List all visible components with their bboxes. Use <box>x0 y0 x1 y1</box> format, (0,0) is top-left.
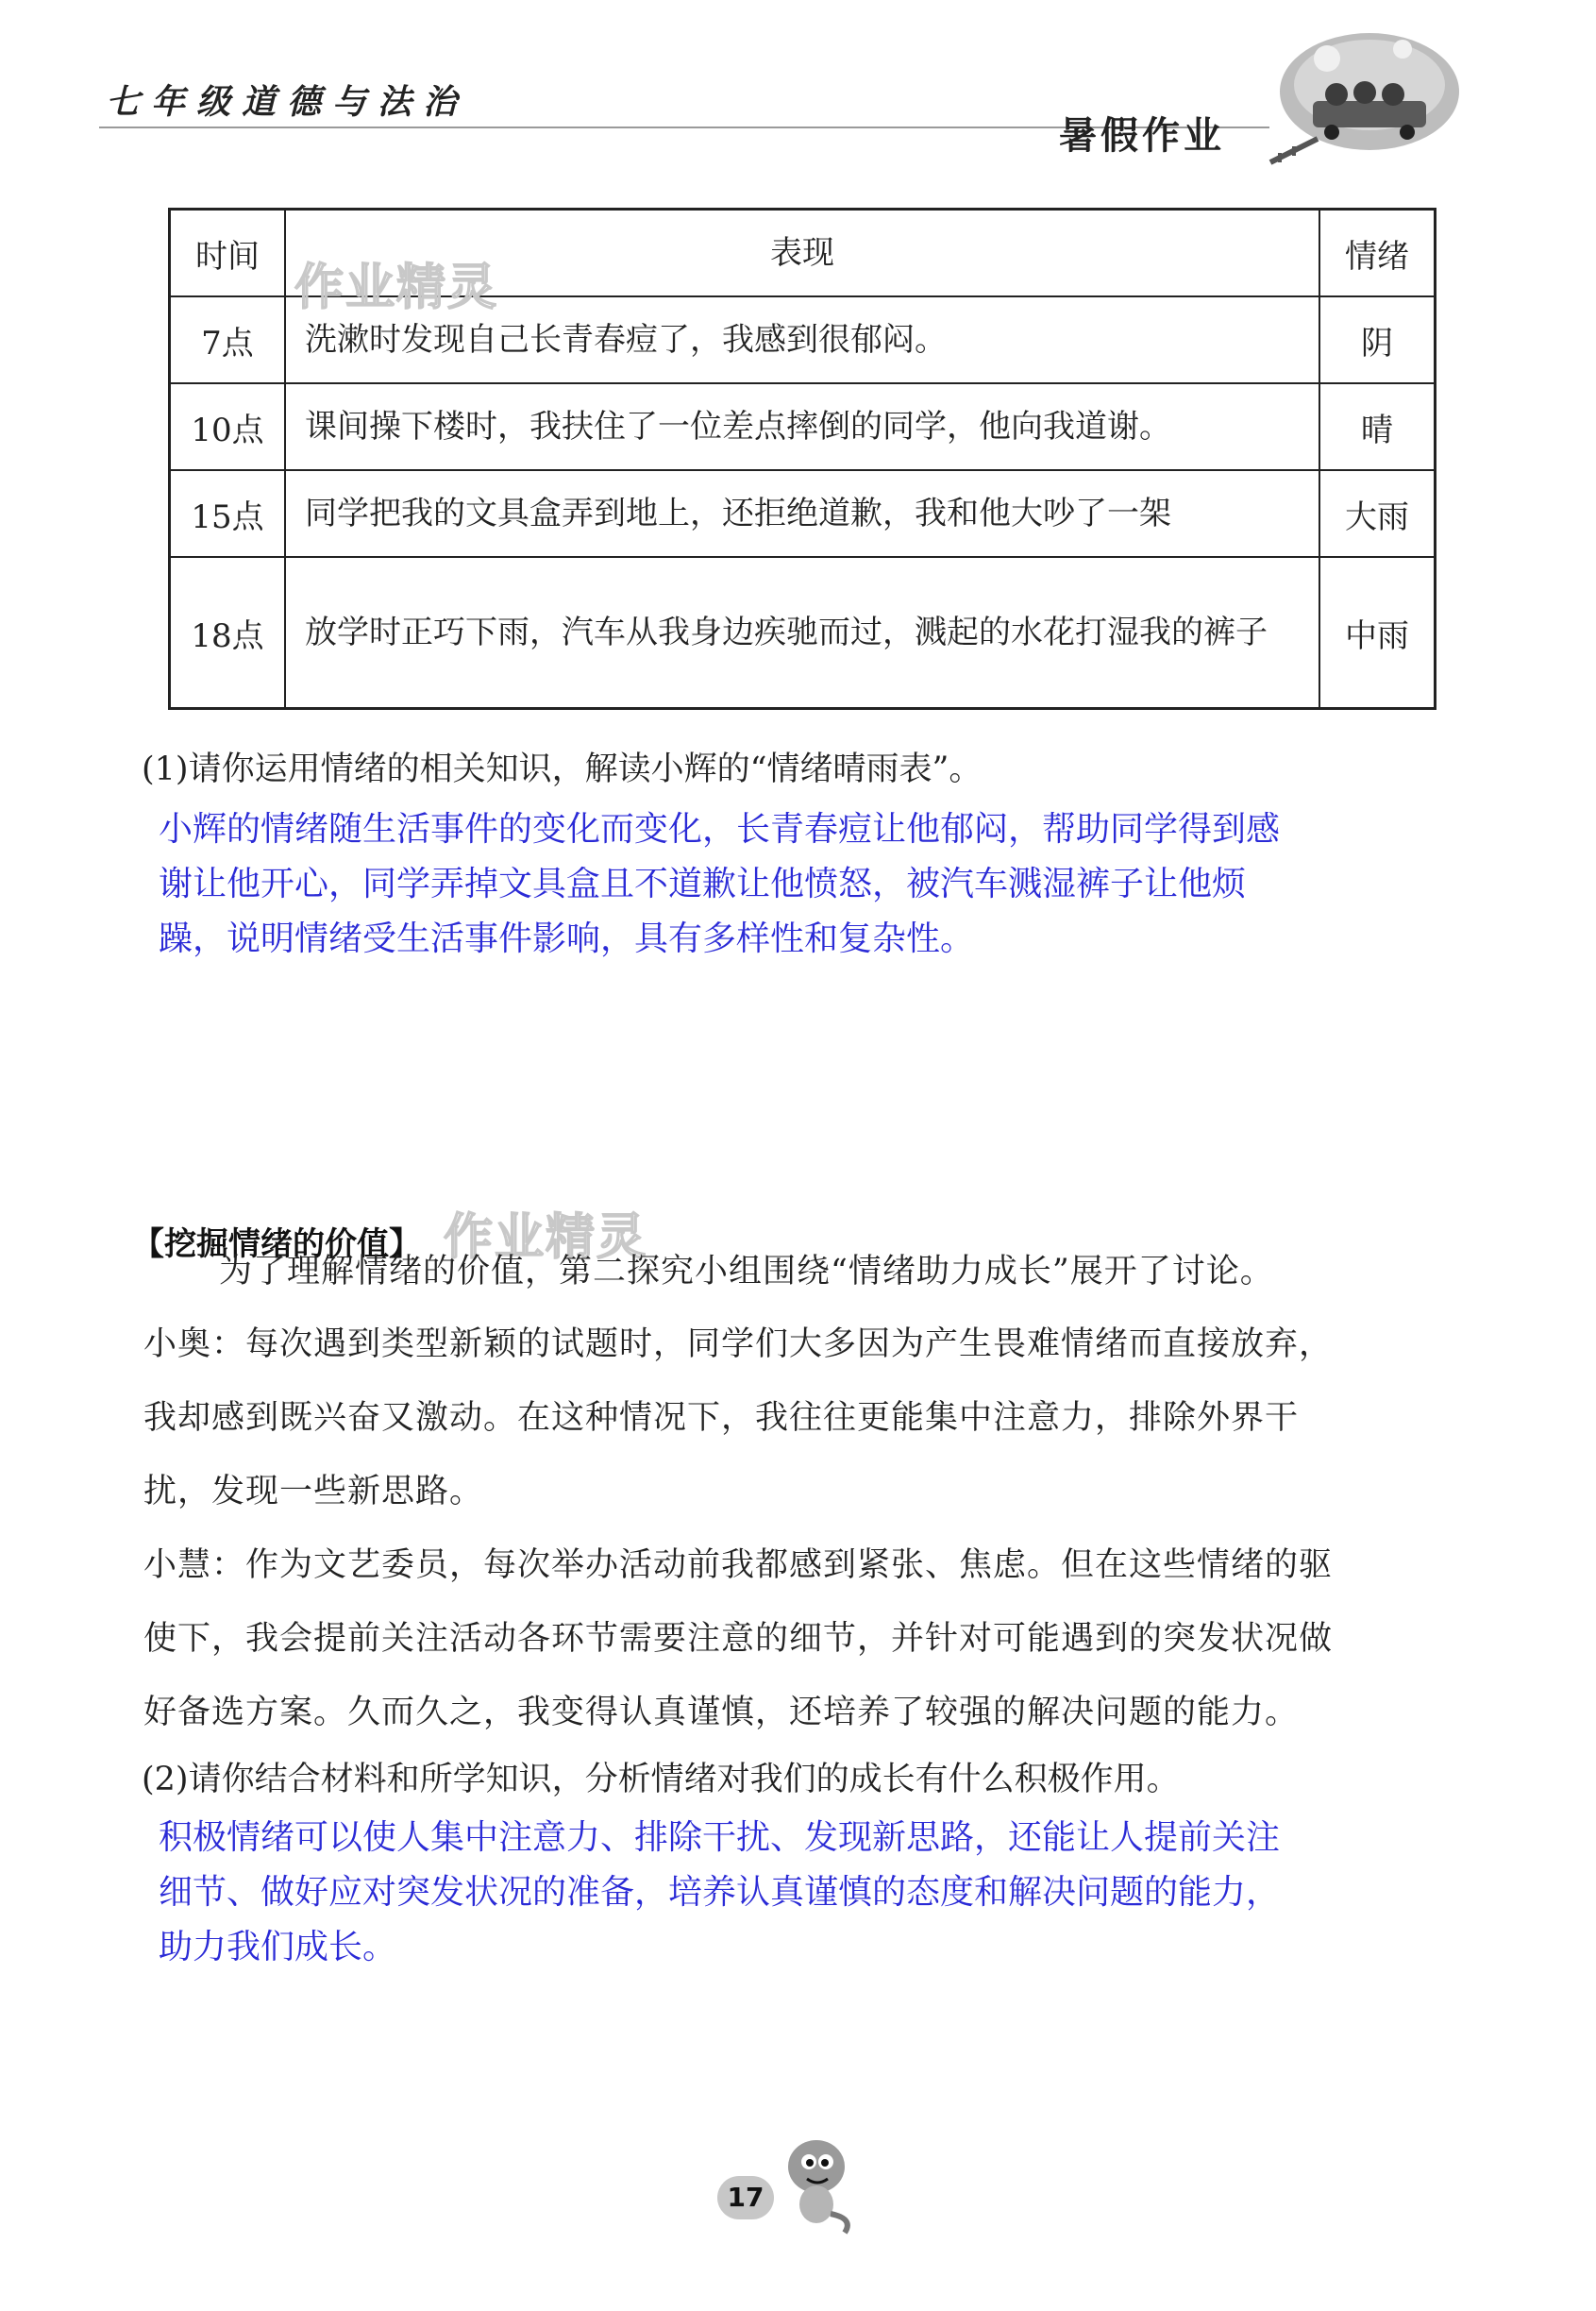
answer-line: 助力我们成长。 <box>159 1928 397 1966</box>
answer-line: 躁，说明情绪受生活事件影响，具有多样性和复杂性。 <box>159 919 975 958</box>
question-2-answer <box>159 1811 1480 1975</box>
watermark: 作业精灵 <box>294 260 499 316</box>
discussion-line: 好备选方案。久而久之，我变得认真谨慎，还培养了较强的解决问题的能力。 <box>143 1694 1300 1731</box>
row-mood: 晴 <box>1319 383 1436 470</box>
answer-line: 谢让他开心，同学弄掉文具盒且不道歉让他愤怒，被汽车溅湿裤子让他烦 <box>159 865 1247 903</box>
row-mood: 阴 <box>1319 296 1436 383</box>
discussion-line: 小慧：作为文艺委员，每次举办活动前我都感到紧张、焦虑。但在这些情绪的驱 <box>143 1546 1334 1584</box>
table-row <box>170 383 1436 470</box>
row-action: 洗漱时发现自己长青春痘了，我感到很郁闷。 <box>285 296 1319 383</box>
book-title: 七年级道德与法治 <box>106 83 469 122</box>
table-row <box>170 557 1436 709</box>
question-1-text: (1)请你运用情绪的相关知识，解读小辉的“情绪晴雨表”。 <box>142 751 983 788</box>
header-mood: 情绪 <box>1319 210 1436 297</box>
discussion-line: 使下，我会提前关注活动各环节需要注意的细节，并针对可能遇到的突发状况做 <box>143 1620 1334 1658</box>
mascot-icon <box>764 2124 878 2237</box>
row-time: 7点 <box>170 296 286 383</box>
discussion-text <box>143 1307 1484 1749</box>
answer-line: 积极情绪可以使人集中注意力、排除干扰、发现新思路，还能让人提前关注 <box>159 1818 1281 1857</box>
discussion-line: 小奥：每次遇到类型新颖的试题时，同学们大多因为产生畏难情绪而直接放弃， <box>143 1325 1334 1363</box>
answer-line: 细节、做好应对突发状况的准备，培养认真谨慎的态度和解决问题的能力， <box>159 1873 1281 1912</box>
row-action: 同学把我的文具盒弄到地上，还拒绝道歉，我和他大吵了一架 <box>285 470 1319 557</box>
row-time: 18点 <box>170 557 286 709</box>
discussion-line: 我却感到既兴奋又激动。在这种情况下，我往往更能集中注意力，排除外界干 <box>143 1399 1300 1437</box>
watermark: 作业精灵 <box>444 1209 648 1266</box>
row-mood: 大雨 <box>1319 470 1436 557</box>
section-title: 【挖掘情绪的价值】 <box>132 1225 421 1263</box>
header-action: 表现 <box>285 210 1319 297</box>
discussion-line: 扰，发现一些新思路。 <box>143 1473 484 1510</box>
section-intro: 为了理解情绪的价值，第二探究小组围绕“情绪助力成长”展开了讨论。 <box>219 1253 1274 1290</box>
homework-label: 暑假作业 <box>1059 114 1225 158</box>
question-2-text: (2)请你结合材料和所学知识，分析情绪对我们的成长有什么积极作用。 <box>142 1761 1180 1798</box>
answer-line: 小辉的情绪随生活事件的变化而变化，长青春痘让他郁闷，帮助同学得到感 <box>159 810 1281 849</box>
children-on-train-illustration <box>1261 21 1469 172</box>
page-number: 17 <box>717 2176 774 2219</box>
header-time: 时间 <box>170 210 286 297</box>
row-action: 课间操下楼时，我扶住了一位差点摔倒的同学，他向我道谢。 <box>285 383 1319 470</box>
row-time: 15点 <box>170 470 286 557</box>
row-time: 10点 <box>170 383 286 470</box>
table-row <box>170 470 1436 557</box>
question-1-answer <box>159 802 1480 967</box>
row-action: 放学时正巧下雨，汽车从我身边疾驰而过，溅起的水花打湿我的裤子 <box>285 557 1319 709</box>
row-mood: 中雨 <box>1319 557 1436 709</box>
